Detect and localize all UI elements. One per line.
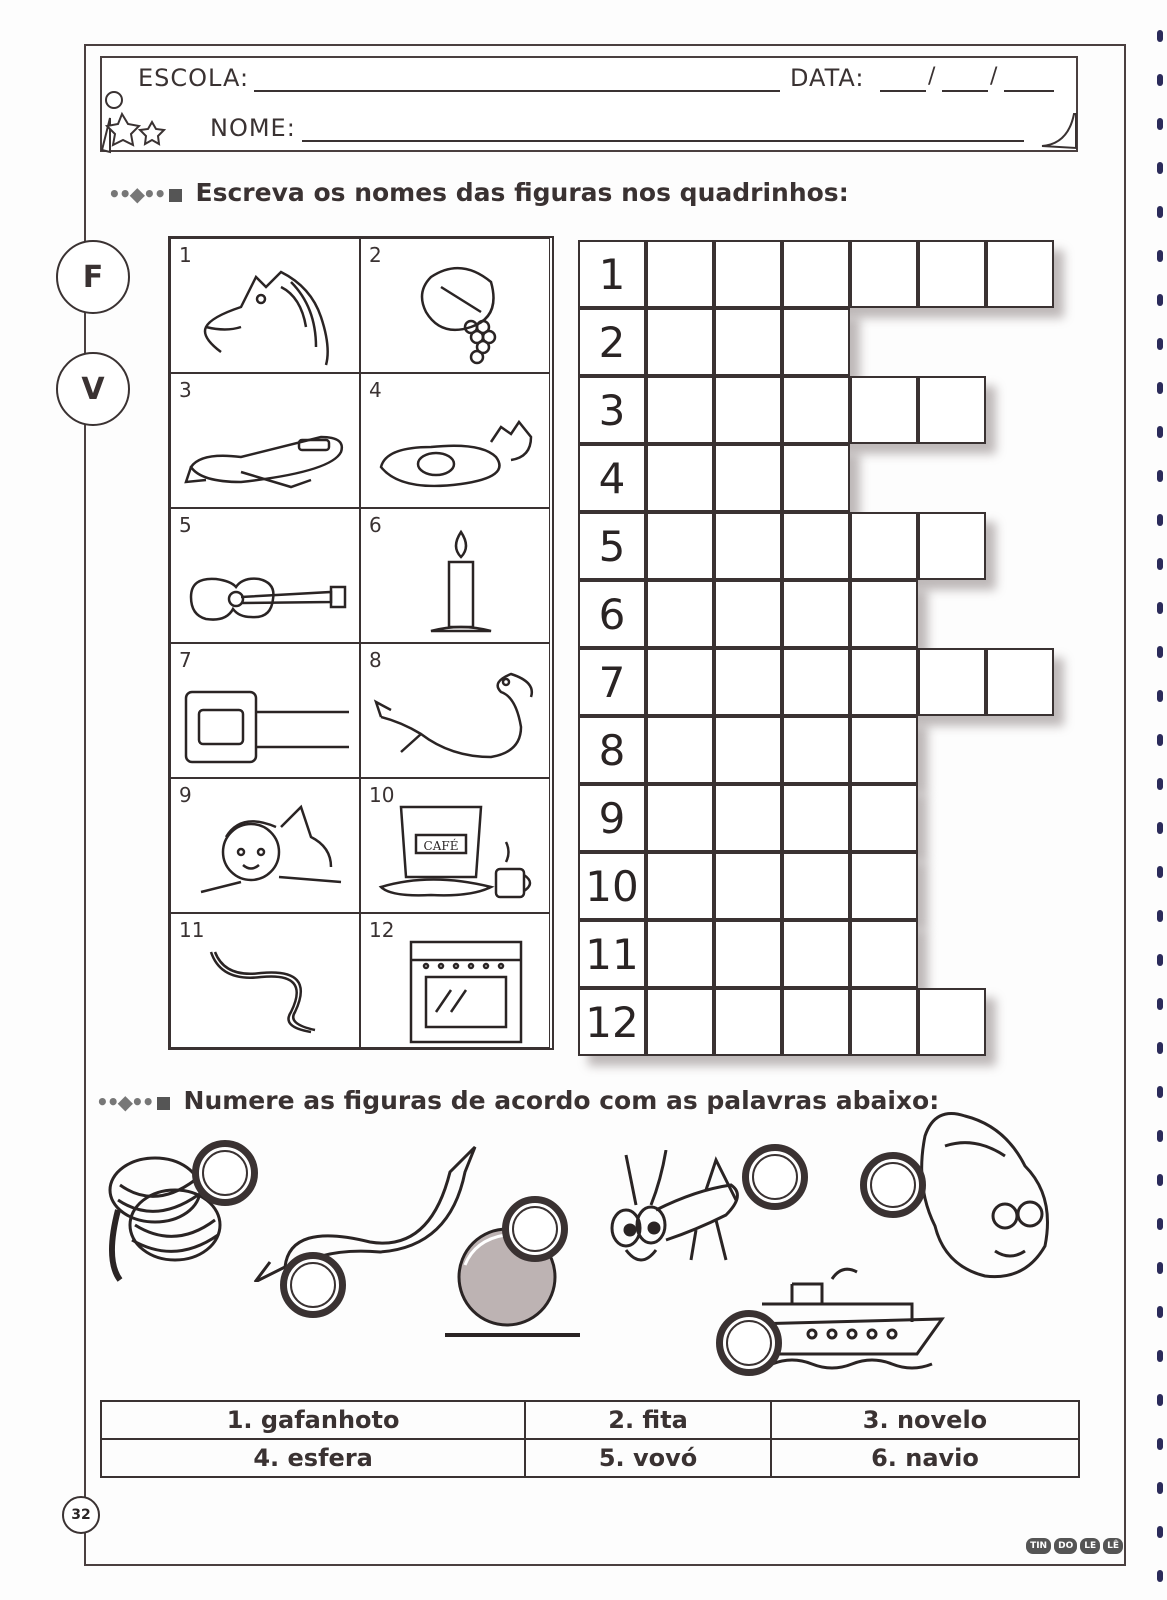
spiral-ring	[1157, 822, 1163, 834]
crossword-letter-box[interactable]	[850, 716, 918, 784]
crossword-row	[578, 920, 918, 988]
brand-part: LÊ	[1103, 1538, 1123, 1554]
spiral-ring	[1157, 30, 1163, 42]
crossword-letter-box[interactable]	[782, 580, 850, 648]
word-cell: 2. fita	[525, 1401, 771, 1439]
picture-cell	[170, 373, 360, 508]
belt-icon	[181, 662, 351, 774]
spiral-ring	[1157, 1570, 1163, 1582]
crossword-letter-box[interactable]	[782, 444, 850, 512]
picture-cell	[360, 373, 550, 508]
picture-cell	[360, 643, 550, 778]
spiral-ring	[1157, 778, 1163, 790]
spiral-ring	[1157, 1130, 1163, 1142]
spiral-ring	[1157, 118, 1163, 130]
crossword-letter-box[interactable]	[714, 512, 782, 580]
date-separator: /	[990, 64, 999, 89]
crossword-letter-box[interactable]	[986, 648, 1054, 716]
picture-cell	[360, 913, 550, 1048]
picture-cell	[170, 913, 360, 1048]
crossword-letter-box[interactable]	[782, 648, 850, 716]
picture-cell	[360, 778, 550, 913]
brand-part: LE	[1080, 1538, 1100, 1554]
spiral-ring	[1157, 1350, 1163, 1362]
crossword-letter-box[interactable]	[714, 580, 782, 648]
coffee-label: CAFÉ	[423, 839, 459, 853]
crossword-letter-box[interactable]	[714, 308, 782, 376]
instruction-1: ••◆•• Escreva os nomes das figuras nos quadrinhos:	[108, 178, 849, 207]
grapes-icon	[371, 257, 541, 369]
spiral-ring	[1157, 206, 1163, 218]
crossword-letter-box[interactable]	[646, 784, 714, 852]
crossword-letter-box[interactable]	[918, 988, 986, 1056]
spiral-ring	[1157, 1174, 1163, 1186]
school-label: ESCOLA:	[138, 64, 250, 92]
crossword-row-number: 3	[578, 376, 646, 444]
side-letter-v: V	[56, 352, 130, 426]
date-month-field[interactable]	[942, 90, 988, 92]
crossword-letter-box[interactable]	[646, 716, 714, 784]
crossword-row-number: 11	[578, 920, 646, 988]
spiral-ring	[1157, 74, 1163, 86]
instruction-2: ••◆•• Numere as figuras de acordo com as palavras abaixo:	[96, 1086, 940, 1115]
answer-circle-sphere[interactable]	[502, 1196, 568, 1262]
picture-number: 8	[369, 648, 382, 672]
crossword-letter-box[interactable]	[646, 308, 714, 376]
school-field[interactable]	[254, 90, 780, 92]
crossword-letter-box[interactable]	[646, 852, 714, 920]
picture-grid	[168, 236, 554, 1050]
answer-circle-ship[interactable]	[716, 1310, 782, 1376]
fried-egg-icon	[371, 392, 541, 504]
ribbon-icon	[181, 932, 351, 1044]
word-cell: 1. gafanhoto	[101, 1401, 525, 1439]
crossword-letter-box[interactable]	[850, 784, 918, 852]
crossword-letter-box[interactable]	[714, 920, 782, 988]
name-label: NOME:	[210, 114, 296, 142]
crossword-row	[578, 240, 1054, 308]
word-cell: 6. navio	[771, 1439, 1079, 1477]
picture-cell	[360, 238, 550, 373]
crossword-letter-box[interactable]	[782, 852, 850, 920]
crossword-letter-box[interactable]	[714, 444, 782, 512]
crossword-row-number: 6	[578, 580, 646, 648]
spiral-ring	[1157, 1394, 1163, 1406]
crossword-letter-box[interactable]	[850, 240, 918, 308]
date-year-field[interactable]	[1004, 90, 1054, 92]
page-curl-icon	[1038, 110, 1078, 150]
crossword-row	[578, 988, 986, 1056]
word-cell: 5. vovó	[525, 1439, 771, 1477]
word-cell: 3. novelo	[771, 1401, 1079, 1439]
crossword-letter-box[interactable]	[918, 376, 986, 444]
crossword-row-number: 10	[578, 852, 646, 920]
crossword-row	[578, 648, 1054, 716]
crossword-letter-box[interactable]	[714, 648, 782, 716]
picture-cell	[170, 238, 360, 373]
coffee-icon	[371, 797, 541, 909]
picture-cell	[170, 778, 360, 913]
spiral-ring	[1157, 954, 1163, 966]
picture-number: 10	[369, 783, 395, 807]
picture-cell	[170, 508, 360, 643]
bullet-icon: ••◆••	[108, 182, 182, 206]
stars-decoration-icon	[92, 80, 192, 160]
crossword-letter-box[interactable]	[782, 920, 850, 988]
crossword-letter-box[interactable]	[646, 580, 714, 648]
crossword-letter-box[interactable]	[714, 376, 782, 444]
crossword-letter-box[interactable]	[714, 240, 782, 308]
crossword-letter-box[interactable]	[850, 852, 918, 920]
crossword-row-number: 8	[578, 716, 646, 784]
crossword-letter-box[interactable]	[782, 716, 850, 784]
crossword-letter-box[interactable]	[782, 988, 850, 1056]
crossword-row	[578, 716, 918, 784]
guitar-icon	[181, 527, 351, 639]
spiral-ring	[1157, 514, 1163, 526]
date-separator: /	[928, 64, 937, 89]
word-table	[100, 1400, 1080, 1478]
spiral-ring	[1157, 1042, 1163, 1054]
answer-circle-grasshopper[interactable]	[742, 1144, 808, 1210]
crossword-row-number: 2	[578, 308, 646, 376]
picture-number: 12	[369, 918, 395, 942]
spiral-ring	[1157, 866, 1163, 878]
crossword-letter-box[interactable]	[714, 716, 782, 784]
crossword-letter-box[interactable]	[850, 580, 918, 648]
stove-icon	[371, 932, 541, 1044]
grasshopper-icon	[596, 1150, 756, 1280]
crossword-letter-box[interactable]	[782, 240, 850, 308]
spiral-ring	[1157, 294, 1163, 306]
crossword-row	[578, 580, 918, 648]
crossword-letter-box[interactable]	[850, 376, 918, 444]
spiral-ring	[1157, 910, 1163, 922]
brand-logo	[1026, 1538, 1123, 1554]
crossword-letter-box[interactable]	[714, 852, 782, 920]
picture-number: 5	[179, 513, 192, 537]
answer-circle-yarn[interactable]	[192, 1140, 258, 1206]
spiral-ring	[1157, 1526, 1163, 1538]
crossword-letter-box[interactable]	[714, 784, 782, 852]
fairy-icon	[181, 797, 351, 909]
crossword-letter-box[interactable]	[782, 376, 850, 444]
crossword-letter-box[interactable]	[850, 920, 918, 988]
picture-number: 4	[369, 378, 382, 402]
crossword-letter-box[interactable]	[646, 376, 714, 444]
spiral-ring	[1157, 1306, 1163, 1318]
spiral-ring	[1157, 1086, 1163, 1098]
date-label: DATA:	[790, 64, 865, 92]
crossword-letter-box[interactable]	[918, 648, 986, 716]
crossword-row	[578, 784, 918, 852]
picture-number: 11	[179, 918, 205, 942]
crossword-letter-box[interactable]	[646, 920, 714, 988]
spiral-ring	[1157, 734, 1163, 746]
crossword-letter-box[interactable]	[918, 512, 986, 580]
side-letter-f: F	[56, 240, 130, 314]
name-field[interactable]	[302, 140, 1024, 142]
spiral-ring	[1157, 998, 1163, 1010]
picture-number: 7	[179, 648, 192, 672]
seal-icon	[371, 662, 541, 774]
spiral-ring	[1157, 1218, 1163, 1230]
date-day-field[interactable]	[880, 90, 926, 92]
table-row	[101, 1401, 1079, 1439]
crossword-letter-box[interactable]	[850, 512, 918, 580]
picture-number: 9	[179, 783, 192, 807]
crossword-row-number: 12	[578, 988, 646, 1056]
crossword-row	[578, 852, 918, 920]
picture-number: 6	[369, 513, 382, 537]
crossword-letter-box[interactable]	[850, 648, 918, 716]
picture-cell	[170, 643, 360, 778]
crossword-row-number: 7	[578, 648, 646, 716]
crossword-letter-box[interactable]	[986, 240, 1054, 308]
crossword-letter-box[interactable]	[782, 308, 850, 376]
picture-number: 3	[179, 378, 192, 402]
spiral-ring	[1157, 1438, 1163, 1450]
crossword-row-number: 4	[578, 444, 646, 512]
header-box	[100, 56, 1078, 152]
crossword-letter-box[interactable]	[714, 988, 782, 1056]
crossword-row	[578, 308, 850, 376]
picture-cell	[360, 508, 550, 643]
crossword-row-number: 1	[578, 240, 646, 308]
spiral-ring	[1157, 1262, 1163, 1274]
crossword-row-number: 5	[578, 512, 646, 580]
spiral-ring	[1157, 426, 1163, 438]
spiral-ring	[1157, 470, 1163, 482]
spiral-ring	[1157, 646, 1163, 658]
spiral-ring	[1157, 690, 1163, 702]
crossword-letter-box[interactable]	[782, 784, 850, 852]
table-row	[101, 1439, 1079, 1477]
spiral-ring	[1157, 338, 1163, 350]
crossword-letter-box[interactable]	[918, 240, 986, 308]
crossword-letter-box[interactable]	[646, 988, 714, 1056]
spiral-ring	[1157, 382, 1163, 394]
airplane-icon	[181, 392, 351, 504]
page-number: 32	[62, 1496, 100, 1534]
picture-number: 1	[179, 243, 192, 267]
crossword-letter-box[interactable]	[646, 512, 714, 580]
crossword-row	[578, 512, 986, 580]
crossword-letter-box[interactable]	[646, 444, 714, 512]
bullet-icon: ••◆••	[96, 1090, 170, 1114]
brand-part: TIN	[1026, 1538, 1051, 1554]
crossword-row-number: 9	[578, 784, 646, 852]
spiral-ring	[1157, 558, 1163, 570]
spiral-ring	[1157, 250, 1163, 262]
spiral-ring	[1157, 1482, 1163, 1494]
crossword-letter-box[interactable]	[850, 988, 918, 1056]
answer-circle-ribbon[interactable]	[280, 1252, 346, 1318]
picture-number: 2	[369, 243, 382, 267]
crossword-letter-box[interactable]	[646, 648, 714, 716]
spiral-ring	[1157, 162, 1163, 174]
horse-icon	[181, 257, 351, 369]
candle-icon	[371, 527, 541, 639]
spiral-ring	[1157, 602, 1163, 614]
crossword-letter-box[interactable]	[782, 512, 850, 580]
crossword-row	[578, 444, 850, 512]
answer-circle-grandma[interactable]	[860, 1152, 926, 1218]
crossword-row	[578, 376, 986, 444]
crossword-letter-box[interactable]	[646, 240, 714, 308]
word-cell: 4. esfera	[101, 1439, 525, 1477]
brand-part: DO	[1054, 1538, 1077, 1554]
